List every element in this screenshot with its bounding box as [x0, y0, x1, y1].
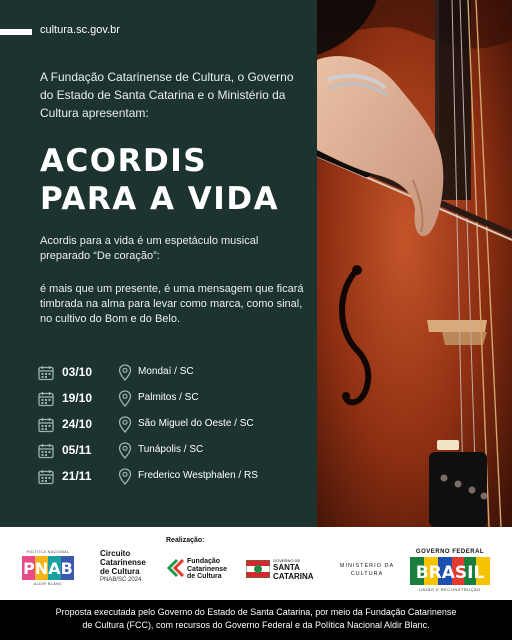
svg-text:BRASIL: BRASIL: [415, 563, 485, 583]
map-pin-icon: [118, 442, 132, 459]
description-1: Acordis para a vida é um espetáculo musical preparado “De coração”:: [40, 235, 259, 262]
cello-illustration: [317, 0, 512, 527]
footer-line-1: Proposta executada pelo Governo do Estado de Santa Catarina, por meio da Fundação Catarinense: [55, 607, 457, 617]
event-date: 05/11: [62, 443, 92, 457]
sc-text: [273, 558, 329, 581]
site-accent-bar: [0, 29, 32, 35]
circuito-line-4: PNAB/SC 2024: [100, 577, 142, 583]
event-city: Tunápolis / SC: [138, 444, 204, 455]
map-pin-icon: [118, 390, 132, 407]
minc-line-1: MINISTÉRIO DA: [339, 563, 395, 569]
event-date: 19/10: [62, 391, 93, 405]
footer-line-2: de Cultura (FCC), com recursos do Governo Federal e da Política Nacional Aldir Blanc.: [82, 620, 430, 630]
gov-top-text: GOVERNO FEDERAL: [415, 549, 485, 555]
event-date: 21/11: [62, 469, 92, 483]
title-line-2: PARA A VIDA: [40, 181, 280, 217]
circuito-line-1: Circuito: [100, 549, 131, 558]
fcc-chevron-icon: [166, 559, 184, 577]
title-line-1: ACORDIS: [40, 143, 208, 179]
footer-credits: [0, 600, 512, 640]
event-date: 03/10: [62, 365, 93, 379]
map-pin-icon: [118, 416, 132, 433]
intro-text: A Fundação Catarinense de Cultura, o Governo do Estado de Santa Catarina e o Ministério da Cultura apresentam:: [40, 70, 294, 120]
site-url[interactable]: cultura.sc.gov.br: [40, 24, 120, 36]
event-date: 24/10: [62, 417, 93, 431]
sc-line-3: CATARINA: [273, 571, 314, 581]
sc-line-2: SANTA: [273, 563, 300, 572]
schedule-row: [38, 362, 313, 388]
fcc-line-2: Catarinense: [187, 565, 228, 573]
fcc-line-3: de Cultura: [187, 573, 222, 580]
event-city: São Miguel do Oeste / SC: [138, 418, 254, 429]
description-2: é mais que um presente, é uma mensagem que ficará timbrada na alma para levar como marca, como sinal, no cultivo do Bom e do Belo.: [40, 283, 304, 325]
circuito-line-2: Catarinense: [100, 558, 146, 567]
calendar-icon: [38, 417, 54, 433]
schedule-row: [38, 388, 313, 414]
schedule-row: [38, 440, 313, 466]
gov-bottom-text: UNIÃO E RECONSTRUÇÃO: [419, 587, 481, 592]
calendar-icon: [38, 443, 54, 459]
event-city: Mondaí / SC: [138, 366, 194, 377]
calendar-icon: [38, 469, 54, 485]
circuito-line-3: de Cultura: [100, 567, 140, 576]
ministerio-cultura-logo: [334, 562, 400, 578]
calendar-icon: [38, 365, 54, 381]
pnab-bottom-text: ALDIR BLANC: [33, 582, 63, 586]
svg-text:PNAB: PNAB: [23, 559, 73, 578]
governo-federal-logo: [408, 549, 492, 595]
minc-line-2: CULTURA: [350, 571, 384, 577]
schedule-list: [38, 362, 313, 492]
sc-government-logo: [246, 557, 326, 581]
cello-photo: [317, 0, 512, 527]
event-title: [40, 142, 279, 218]
sponsor-logos: [0, 527, 512, 600]
sc-flag-icon: [246, 560, 270, 578]
circuito-logo: [100, 549, 160, 585]
pnab-logo: [22, 550, 74, 590]
map-pin-icon: [118, 468, 132, 485]
map-pin-icon: [118, 364, 132, 381]
calendar-icon: [38, 391, 54, 407]
event-city: Palmitos / SC: [138, 392, 199, 403]
brasil-wordmark-icon: [410, 557, 490, 585]
event-city: Frederico Westphalen / RS: [138, 470, 258, 481]
sc-line-1: GOVERNO DE: [273, 558, 301, 563]
fcc-line-1: Fundação: [187, 558, 221, 565]
schedule-row: [38, 466, 313, 492]
fcc-text: [187, 558, 243, 581]
pnab-top-text: POLÍTICA NACIONAL: [26, 550, 70, 554]
schedule-row: [38, 414, 313, 440]
pnab-wordmark-icon: [22, 556, 74, 580]
realizacao-label: Realização:: [166, 537, 205, 544]
fcc-logo: [166, 557, 242, 583]
